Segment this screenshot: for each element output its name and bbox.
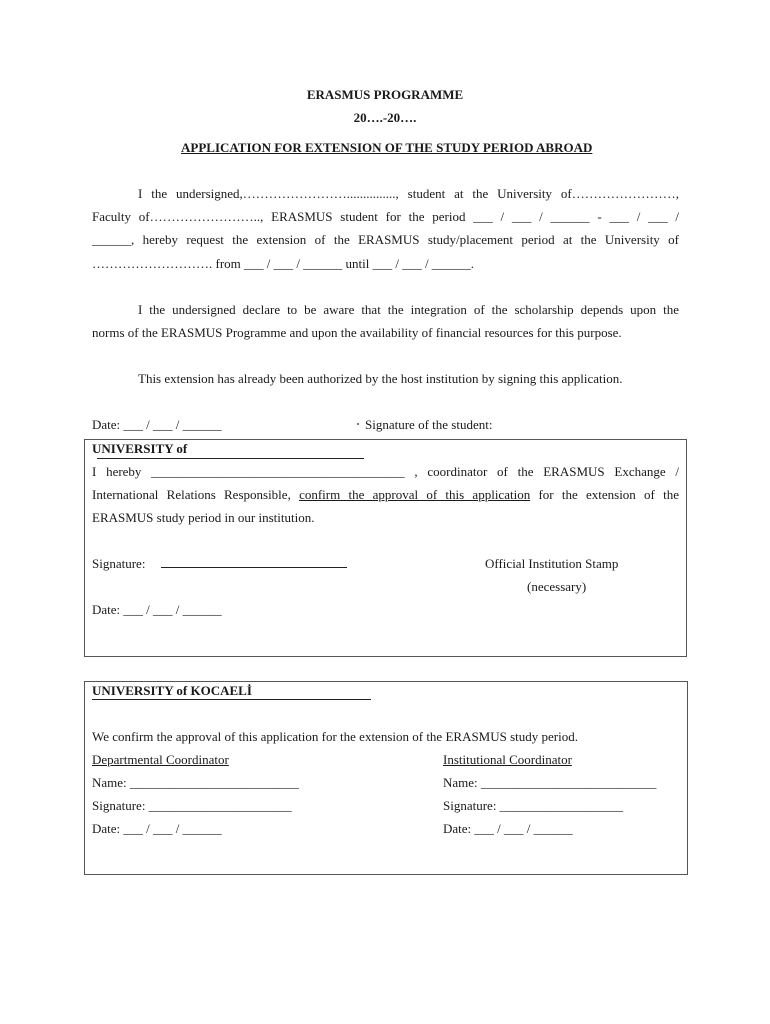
- university-name-line: [97, 458, 364, 459]
- para2-line2: norms of the ERASMUS Programme and upon the availability of financial resources for this purpose.: [92, 325, 622, 340]
- university-heading: UNIVERSITY of: [92, 441, 188, 456]
- kocaeli-heading: UNIVERSITY of KOCAELİ: [92, 683, 252, 698]
- kocaeli-confirm-text: We confirm the approval of this application for the extension of the ERASMUS study period.: [92, 729, 578, 744]
- stamp-note: (necessary): [527, 579, 587, 594]
- institutional-name: Name: ___________________________: [443, 775, 657, 790]
- para3: This extension has already been authorized by the host institution by signing this application.: [138, 371, 623, 386]
- departmental-coordinator-title: Departmental Coordinator: [92, 752, 229, 767]
- programme-years: 20….-20….: [353, 110, 417, 125]
- para1-line3: ______, hereby request the extension of the ERASMUS study/placement period at the University of: [92, 232, 679, 247]
- kocaeli-heading-line: [92, 699, 371, 700]
- form-title: APPLICATION FOR EXTENSION OF THE STUDY PERIOD ABROAD: [181, 140, 593, 155]
- university-line2: International Relations Responsible, confirm the approval of this application for the extension of the: [92, 487, 680, 502]
- para1-line2: Faculty of…………………….., ERASMUS student for the period ___ / ___ / ______ - ___ / ___ /: [92, 209, 679, 224]
- confirm-approval-text: confirm the approval of this application: [299, 487, 531, 502]
- institutional-signature: Signature: ___________________: [443, 798, 624, 813]
- university-line3: ERASMUS study period in our institution.: [92, 510, 315, 525]
- institutional-coordinator-title: Institutional Coordinator: [443, 752, 572, 767]
- departmental-signature: Signature: ______________________: [92, 798, 292, 813]
- coordinator-signature-label: Signature:: [92, 556, 146, 571]
- departmental-name: Name: __________________________: [92, 775, 299, 790]
- para2-line1: I the undersigned declare to be aware that the integration of the scholarship depends upon the: [138, 302, 679, 317]
- departmental-date: Date: ___ / ___ / ______: [92, 821, 222, 836]
- para1-line4: ………………………. from ___ / ___ / ______ until ___ / ___ / ______.: [92, 256, 475, 271]
- stamp-label: Official Institution Stamp: [485, 556, 619, 571]
- programme-title: ERASMUS PROGRAMME: [306, 87, 464, 102]
- student-date: Date: ___ / ___ / ______: [92, 417, 222, 432]
- separator-dot: [357, 423, 359, 425]
- institutional-date: Date: ___ / ___ / ______: [443, 821, 573, 836]
- student-signature-label: Signature of the student:: [365, 417, 493, 432]
- university-line1: I hereby _______________________________________ , coordinator of the ERASMUS Exchange /: [92, 464, 679, 479]
- para1-line1: I the undersigned,……………………..............., student at the University of……………………,: [138, 186, 679, 201]
- coordinator-date: Date: ___ / ___ / ______: [92, 602, 222, 617]
- coordinator-signature-line: [161, 567, 347, 568]
